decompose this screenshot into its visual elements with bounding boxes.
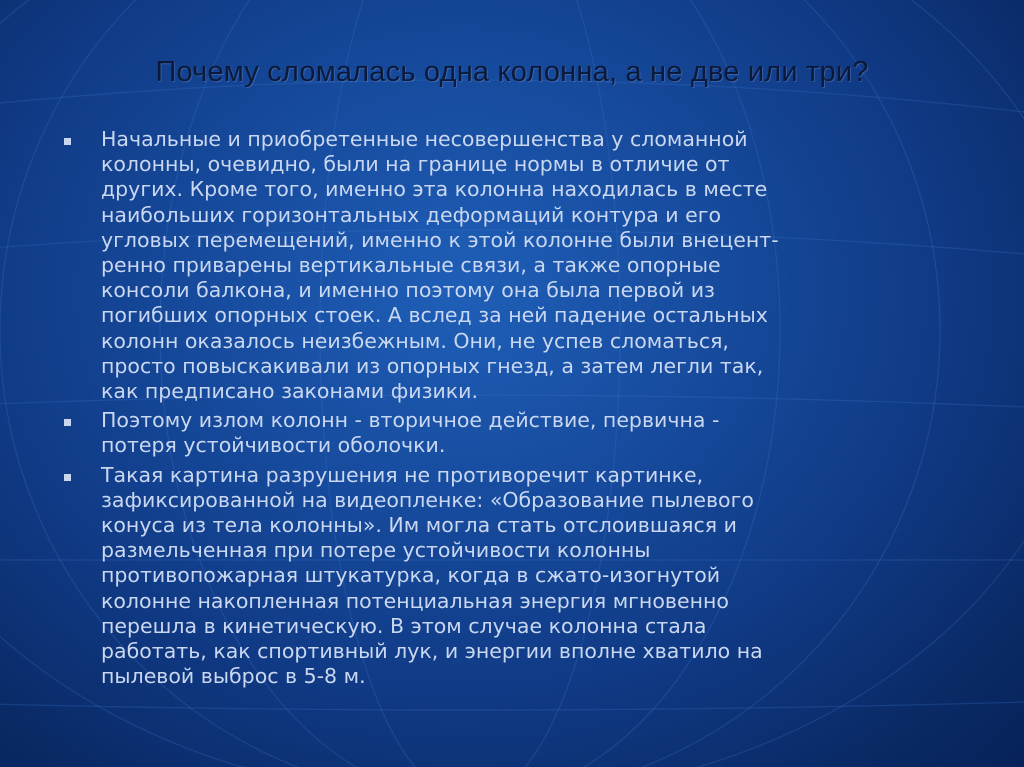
square-bullet-icon xyxy=(64,138,71,145)
bullet-text: Такая картина разрушения не противоречит картинке, зафиксированной на видеопленке: «Образование пылевого конуса из тела колонны». Им могла стать отслоившаяся и размельченная при потере устойчивости колонны противопожарная штукатурка, когда в сжато-изогнутой колонне накопленная потенциальная энергия мгновенно перешла в кинетическую. В этом случае колонна стала работать, как спортивный лук, и энергии вполне хватило на пылевой выброс в 5-8 м. xyxy=(101,462,763,689)
bullet-list xyxy=(60,127,960,693)
square-bullet-icon xyxy=(64,419,71,426)
square-bullet-icon xyxy=(64,474,71,481)
bullet-item xyxy=(60,463,960,690)
bullet-item xyxy=(60,127,960,404)
bullet-item xyxy=(60,408,960,458)
bullet-text: Поэтому излом колонн - вторичное действие, первична - потеря устойчивости оболочки. xyxy=(101,408,720,458)
bullet-text: Начальные и приобретенные несовершенства у сломанной колонны, очевидно, были на границе нормы в отличие от других. Кроме того, именно эта колонна находилась в месте наибольших горизонтальных деформаций контура и его угловых перемещений, именно к этой колонне были внецент- ренно приварены вертикальные связи, а также опорные консоли балкона, и именно поэтому она была первой из погибших опорных стоек. А вслед за ней падение остальных колонн оказалось неизбежным. Они, не успев сломаться, просто повыскакивали из опорных гнезд, а затем легли так, как предписано законами физики. xyxy=(101,127,779,404)
slide-title: Почему сломалась одна колонна, а не две или три? xyxy=(155,56,869,88)
